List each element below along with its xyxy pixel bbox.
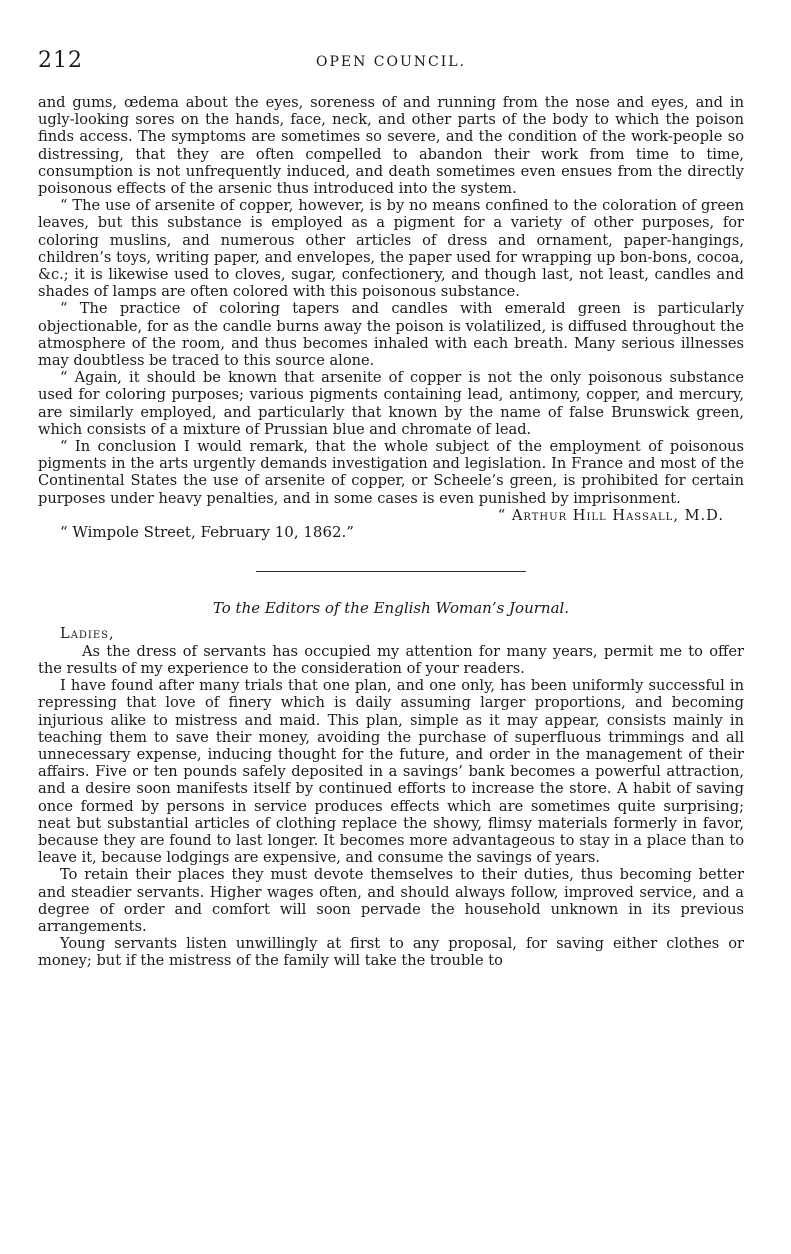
- paragraph: “ The practice of coloring tapers and candles with emerald green is particularly objectionable, for as the candle burns away the poison is volatilized, is diffused throughout the atmosphere of the room, and thus becomes inhaled with each breath. Many serious illnesses may doubtless be traced to this source alone.: [38, 300, 744, 370]
- running-title: OPEN COUNCIL.: [315, 54, 467, 70]
- page: [38, 48, 744, 970]
- paragraph: Young servants listen unwillingly at first to any proposal, for saving either clothes or money; but if the mistress of the family will take the trouble to: [38, 935, 744, 970]
- body-text: [38, 94, 744, 970]
- signature-name: “ Arthur Hill Hassall, M.D.: [497, 506, 724, 524]
- paragraph: As the dress of servants has occupied my attention for many years, permit me to offer the results of my experience to the consideration of your readers.: [38, 642, 744, 677]
- paragraph: “ Again, it should be known that arsenite of copper is not the only poisonous substance used for coloring purposes; various pigments containing lead, antimony, copper, and mercury, are similarly employed, and particularly that known by the name of false Brunswick green, which consists of a mixture of Prussian blue and chromate of lead.: [38, 369, 744, 438]
- paragraph: “ The use of arsenite of copper, however, is by no means confined to the coloration of green leaves, but this substance is employed as a pigment for a variety of other purposes, for coloring muslins, and numerous other articles of dress and ornament, paper-hangings, children’s toys, writing paper, and envelopes, the paper used for wrapping up bon-bons, cocoa, &c.; it is likewise used to cloves, sugar, confectionery, and though last, not least, candles and shades of lamps are often colored with this poisonous substance.: [38, 197, 744, 301]
- paragraph: “ In conclusion I would remark, that the whole subject of the employment of poisonous pigments in the arts urgently demands investigation and legislation. In France and most of the Continental States the use of arsenite of copper, or Scheele’s green, is prohibited for certain purposes under heavy penalties, and in some cases is even punished by imprisonment.: [38, 438, 744, 507]
- section-divider: [256, 571, 526, 572]
- signature: [38, 507, 744, 524]
- salutation: Ladies,: [60, 625, 115, 643]
- paragraph: To retain their places they must devote themselves to their duties, thus becoming better and steadier servants. Higher wages often, and should always follow, improved service, and a degree of order and comfort will soon pervade the household unknown in its previous arrangements.: [38, 866, 744, 935]
- page-header: [38, 48, 744, 78]
- paragraph: and gums, œdema about the eyes, soreness of and running from the nose and eyes, and in ugly-looking sores on the hands, face, neck, and other parts of the body to which the poison finds access. The symptoms are sometimes so severe, and the condition of the work-people so distressing, that they are often compelled to abandon their work from time to time, consumption is not unfrequently induced, and death sometimes even ensues from the directly poisonous effects of the arsenic thus introduced into the system.: [38, 94, 744, 198]
- letter-body: [38, 643, 744, 970]
- paragraph: I have found after many trials that one plan, and one only, has been uniformly successful in repressing that love of finery which is daily assuming larger proportions, and becoming injurious alike to mistress and maid. This plan, simple as it may appear, consists mainly in teaching them to save their money, avoiding the purchase of superfluous trimmings and all unnecessary expense, inducing thought for the future, and order in the management of their affairs. Five or ten pounds safely deposited in a savings’ bank becomes a powerful attraction, and a desire soon manifests itself by continued efforts to increase the store. A habit of saving once formed by persons in service produces effects which are sometimes quite surprising; neat but substantial articles of clothing replace the showy, flimsy materials formerly in favor, because they are found to last longer. It becomes more advantageous to stay in a place than to leave it, because lodgings are expensive, and consume the savings of years.: [38, 677, 744, 867]
- place-date: “ Wimpole Street, February 10, 1862.”: [60, 523, 354, 542]
- letter-heading: To the Editors of the English Woman’s Journal.: [212, 599, 570, 618]
- page-number: 212: [38, 48, 83, 73]
